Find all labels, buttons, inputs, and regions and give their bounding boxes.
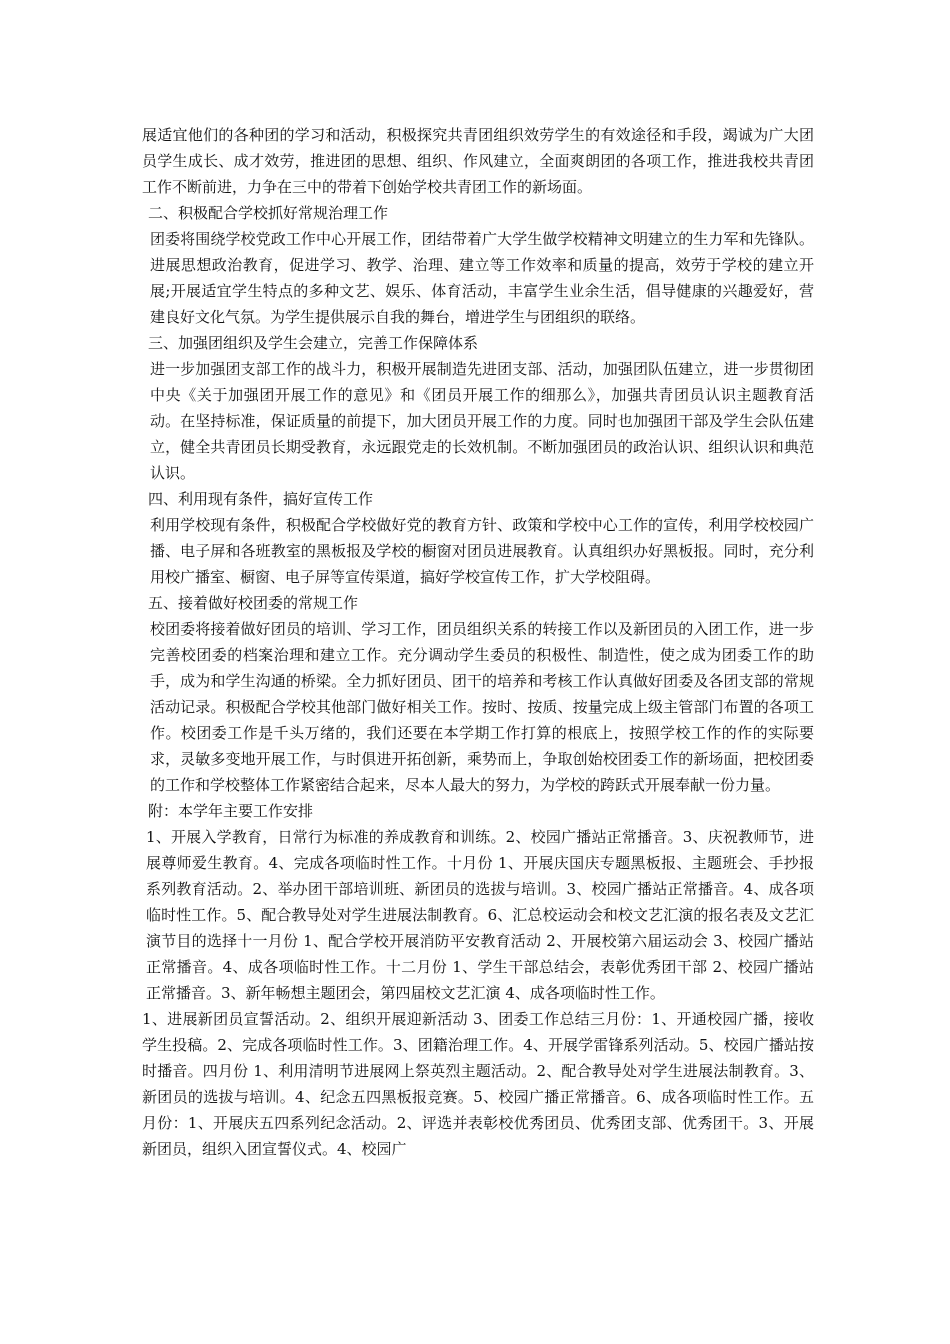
section-body-5: 校团委将接着做好团员的培训、学习工作，团员组织关系的转接工作以及新团员的入团工作，进一步完善校团委的档案治理和建立工作。充分调动学生委员的积极性、制造性，使之成为团委工作的助手，成为和学生沟通的桥梁。全力抓好团员、团干的培养和考核工作认真做好团委及各团支部的常规活动记录。积极配合学校其他部门做好相关工作。按时、按质、按量完成上级主管部门布置的各项工作。校团委工作是千头万绪的，我们还要在本学期工作打算的根底上，按照学校工作的作的实际要求，灵敏多变地开展工作，与时俱进开拓创新，乘势而上，争取创始校团委工作的新场面，把校团委的工作和学校整体工作紧密结合起来，尽本人最大的努力，为学校的跨跃式开展奉献一份力量。 [150, 620, 814, 794]
appendix-schedule-2: 1、进展新团员宣誓活动。2、组织开展迎新活动 3、团委工作总结三月份：1、开通校园广播，接收学生投稿。2、完成各项临时性工作。3、团籍治理工作。4、开展学雷锋系列活动。5、校园广播站按时播音。四月份 1、利用清明节进展网上祭英烈主题活动。2、配合教导处对学生进展法制教育。3、新团员的选拔与培训。4、纪念五四黑板报竞赛。5、校园广播正常播音。6、成各项临时性工作。五月份：1、开展庆五四系列纪念活动。2、评选并表彰校优秀团员、优秀团支部、优秀团干。3、开展新团员，组织入团宣誓仪式。4、校园广 [142, 1010, 814, 1158]
document-page [142, 122, 814, 1162]
section-body-2: 团委将围绕学校党政工作中心开展工作，团结带着广大学生做学校精神文明建立的生力军和先锋队。进展思想政治教育，促进学习、教学、治理、建立等工作效率和质量的提高，效劳于学校的建立开展;开展适宜学生特点的多种文艺、娱乐、体育活动，丰富学生业余生活，倡导健康的兴趣爱好，营建良好文化气氛。为学生提供展示自我的舞台，增进学生与团组织的联络。 [150, 230, 814, 326]
appendix-heading: 附：本学年主要工作安排 [148, 802, 314, 820]
intro-paragraph: 展适宜他们的各种团的学习和活动，积极探究共青团组织效劳学生的有效途径和手段，竭诚为广大团员学生成长、成才效劳，推进团的思想、组织、作风建立，全面爽朗团的各项工作，推进我校共青团工作不断前进，力争在三中的带着下创始学校共青团工作的新场面。 [142, 126, 814, 196]
section-heading-2: 二、积极配合学校抓好常规治理工作 [148, 204, 389, 222]
section-body-3: 进一步加强团支部工作的战斗力，积极开展制造先进团支部、活动，加强团队伍建立，进一步贯彻团中央《关于加强团开展工作的意见》和《团员开展工作的细那么》，加强共青团员认识主题教育活动。在坚持标准，保证质量的前提下，加大团员开展工作的力度。同时也加强团干部及学生会队伍建立，健全共青团员长期受教育，永远跟党走的长效机制。不断加强团员的政治认识、组织认识和典范认识。 [150, 360, 814, 482]
section-heading-5: 五、接着做好校团委的常规工作 [148, 594, 359, 612]
section-heading-4: 四、利用现有条件，搞好宣传工作 [148, 490, 374, 508]
appendix-schedule-1: 1、开展入学教育，日常行为标准的养成教育和训练。2、校园广播站正常播音。3、庆祝教师节，进展尊师爱生教育。4、完成各项临时性工作。十月份 1、开展庆国庆专题黑板报、主题班会、手抄报系列教育活动。2、举办团干部培训班、新团员的选拔与培训。3、校园广播站正常播音。4、成各项临时性工作。5、配合教导处对学生进展法制教育。6、汇总校运动会和校文艺汇演的报名表及文艺汇演节目的选择十一月份 1、配合学校开展消防平安教育活动 2、开展校第六届运动会 3、校园广播站正常播音。4、成各项临时性工作。十二月份 1、学生干部总结会，表彰优秀团干部 2、校园广播站正常播音。3、新年畅想主题团会，第四届校文艺汇演 4、成各项临时性工作。 [146, 828, 814, 1002]
section-body-4: 利用学校现有条件，积极配合学校做好党的教育方针、政策和学校中心工作的宣传，利用学校校园广播、电子屏和各班教室的黑板报及学校的橱窗对团员进展教育。认真组织办好黑板报。同时，充分利用校广播室、橱窗、电子屏等宣传渠道，搞好学校宣传工作，扩大学校阻碍。 [150, 516, 814, 586]
section-heading-3: 三、加强团组织及学生会建立，完善工作保障体系 [148, 334, 479, 352]
